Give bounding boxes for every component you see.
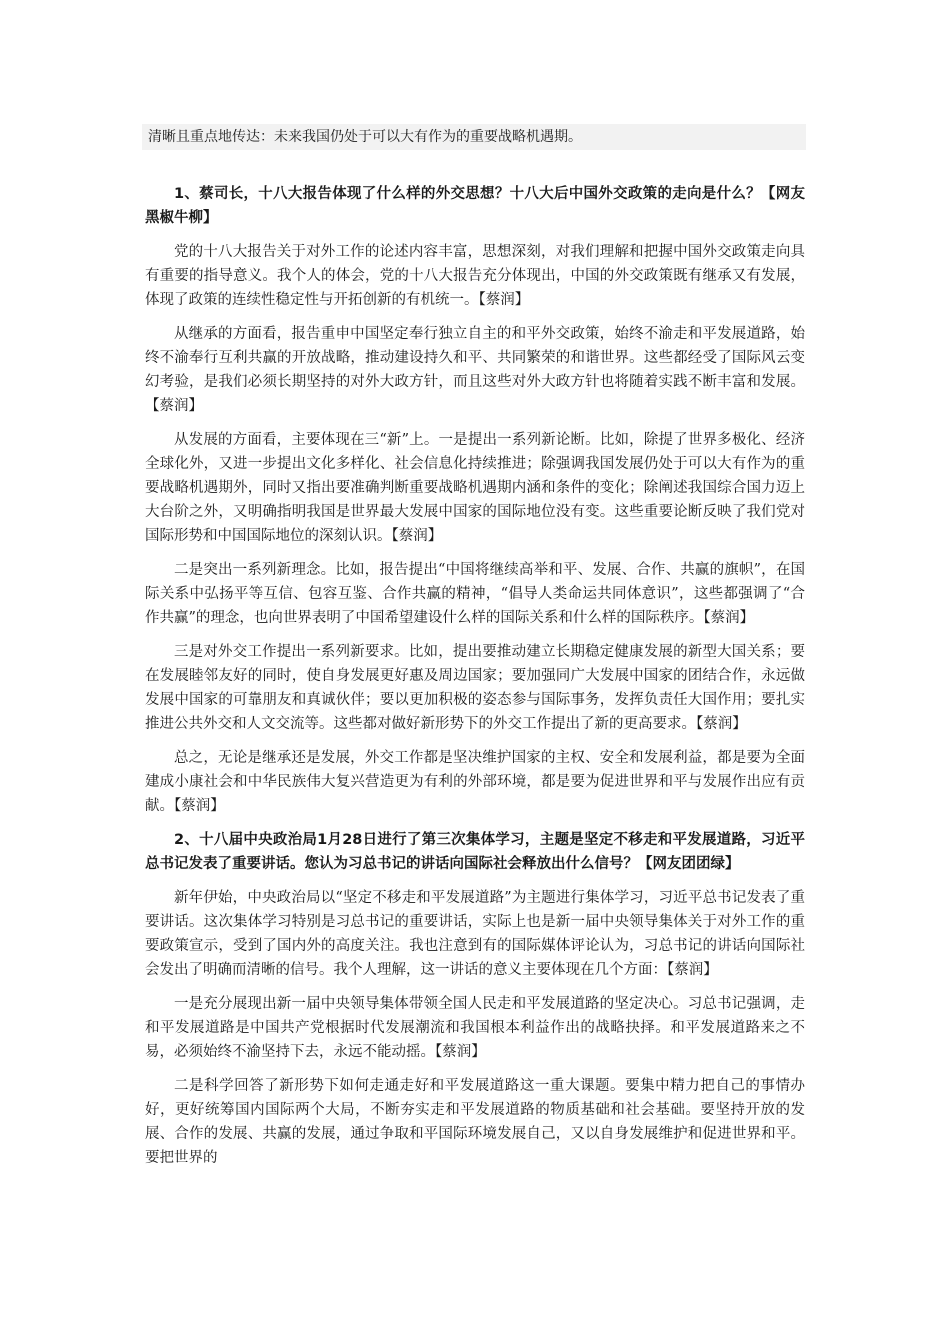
question-1: 1、蔡司长，十八大报告体现了什么样的外交思想？十八大后中国外交政策的走向是什么？【网友黑椒牛柳】 bbox=[145, 186, 805, 226]
section-1 bbox=[145, 182, 805, 818]
answer-paragraph: 总之，无论是继承还是发展，外交工作都是坚决维护国家的主权、安全和发展利益，都是要为全面建成小康社会和中华民族伟大复兴营造更为有利的外部环境，都是要为促进世界和平与发展作出应有贡献。【蔡润】 bbox=[145, 750, 805, 814]
question-2: 2、十八届中央政治局1月28日进行了第三次集体学习，主题是坚定不移走和平发展道路，习近平总书记发表了重要讲话。您认为习总书记的讲话向国际社会释放出什么信号？【网友团团绿】 bbox=[145, 832, 805, 872]
answer-paragraph: 从发展的方面看，主要体现在三“新”上。一是提出一系列新论断。比如，除提了世界多极化、经济全球化外，又进一步提出文化多样化、社会信息化持续推进；除强调我国发展仍处于可以大有作为的重要战略机遇期外，同时又指出要准确判断重要战略机遇期内涵和条件的变化；除阐述我国综合国力迈上大台阶之外，又明确指明我国是世界最大发展中国家的国际地位没有变。这些重要论断反映了我们党对国际形势和中国国际地位的深刻认识。【蔡润】 bbox=[145, 432, 805, 544]
section-2 bbox=[145, 828, 805, 1170]
answer-paragraph: 二是突出一系列新理念。比如，报告提出“中国将继续高举和平、发展、合作、共赢的旗帜”，在国际关系中弘扬平等互信、包容互鉴、合作共赢的精神，“倡导人类命运共同体意识”，这些都强调了“合作共赢”的理念，也向世界表明了中国希望建设什么样的国际关系和什么样的国际秩序。【蔡润】 bbox=[145, 562, 805, 626]
answer-paragraph: 从继承的方面看，报告重申中国坚定奉行独立自主的和平外交政策，始终不渝走和平发展道路，始终不渝奉行互利共赢的开放战略，推动建设持久和平、共同繁荣的和谐世界。这些都经受了国际风云变幻考验，是我们必须长期坚持的对外大政方针，而且这些对外大政方针也将随着实践不断丰富和发展。【蔡润】 bbox=[145, 326, 805, 414]
answer-paragraph: 三是对外交工作提出一系列新要求。比如，提出要推动建立长期稳定健康发展的新型大国关系；要在发展睦邻友好的同时，使自身发展更好惠及周边国家；要加强同广大发展中国家的团结合作，永远做发展中国家的可靠朋友和真诚伙伴；要以更加积极的姿态参与国际事务，发挥负责任大国作用；要扎实推进公共外交和人文交流等。这些都对做好新形势下的外交工作提出了新的更高要求。【蔡润】 bbox=[145, 644, 805, 732]
answer-paragraph: 二是科学回答了新形势下如何走通走好和平发展道路这一重大课题。要集中精力把自己的事情办好，更好统筹国内国际两个大局，不断夯实走和平发展道路的物质基础和社会基础。要坚持开放的发展、合作的发展、共赢的发展，通过争取和平国际环境发展自己，又以自身发展维护和促进世界和平。要把世界的 bbox=[145, 1078, 805, 1166]
answer-paragraph: 新年伊始，中央政治局以“坚定不移走和平发展道路”为主题进行集体学习，习近平总书记发表了重要讲话。这次集体学习特别是习总书记的重要讲话，实际上也是新一届中央领导集体关于对外工作的重要政策宣示，受到了国内外的高度关注。我也注意到有的国际媒体评论认为，习总书记的讲话向国际社会发出了明确而清晰的信号。我个人理解，这一讲话的意义主要体现在几个方面：【蔡润】 bbox=[145, 890, 805, 978]
answer-paragraph: 一是充分展现出新一届中央领导集体带领全国人民走和平发展道路的坚定决心。习总书记强调，走和平发展道路是中国共产党根据时代发展潮流和我国根本利益作出的战略抉择。和平发展道路来之不易，必须始终不渝坚持下去，永远不能动摇。【蔡润】 bbox=[145, 996, 805, 1060]
intro-line: 清晰且重点地传达：未来我国仍处于可以大有作为的重要战略机遇期。 bbox=[142, 124, 806, 150]
answer-paragraph: 党的十八大报告关于对外工作的论述内容丰富，思想深刻，对我们理解和把握中国外交政策走向具有重要的指导意义。我个人的体会，党的十八大报告充分体现出，中国的外交政策既有继承又有发展，体现了政策的连续性稳定性与开拓创新的有机统一。【蔡润】 bbox=[145, 244, 805, 308]
document-body bbox=[145, 182, 805, 1180]
